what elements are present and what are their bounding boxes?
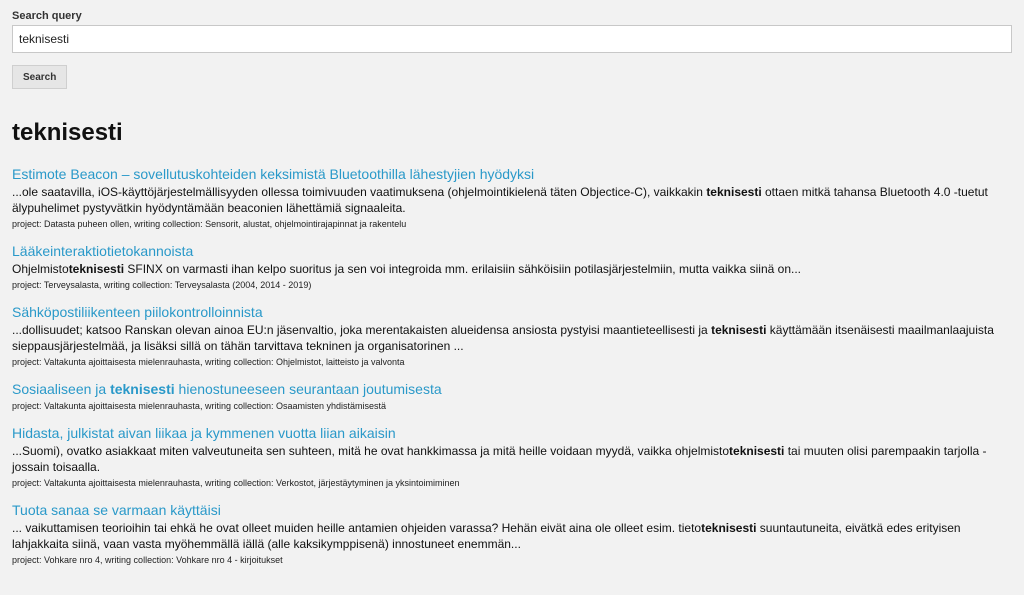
- result-title-text: Sähköpostiliikenteen piilokontrolloinnista: [12, 304, 263, 320]
- search-button[interactable]: Search: [12, 65, 67, 89]
- result-item: [12, 501, 1012, 567]
- result-snippet-text: käyttämään itsenäisesti maailmanlaajuista sieppausjärjestelmää, ja lisäksi sillä on tähän tarvittava tekninen ja organisatorinen ...: [12, 323, 994, 353]
- result-item: [12, 242, 1012, 292]
- result-title-text: Hidasta, julkistat aivan liikaa ja kymmenen vuotta liian aikaisin: [12, 425, 396, 441]
- result-title-link[interactable]: [12, 303, 1012, 321]
- result-title-text: Sosiaaliseen ja: [12, 381, 111, 397]
- result-item: [12, 424, 1012, 490]
- result-title-text: hienostuneeseen seurantaan joutumisesta: [174, 381, 442, 397]
- result-meta: project: Vohkare nro 4, writing collection: Vohkare nro 4 - kirjoitukset: [12, 555, 283, 565]
- result-title-link[interactable]: [12, 380, 1012, 398]
- result-snippet-text: SFINX on varmasti ihan kelpo suoritus ja sen voi integroida mm. erilaisiin sähköisiin potilasjärjestelmiin, mutta vaikka siinä on...: [124, 262, 802, 276]
- result-meta: project: Valtakunta ajoittaisesta mielenrauhasta, writing collection: Ohjelmistot, laitteisto ja valvonta: [12, 357, 405, 367]
- result-snippet-text: tai muuten olisi parempaakin tarjolla - jossain toisaalla.: [12, 444, 987, 474]
- result-title-link[interactable]: [12, 424, 1012, 442]
- result-snippet: [12, 322, 1012, 354]
- search-input[interactable]: [12, 25, 1012, 53]
- result-snippet-highlight: teknisesti: [711, 323, 767, 337]
- result-snippet: [12, 520, 1012, 552]
- result-snippet-highlight: teknisesti: [706, 185, 762, 199]
- result-snippet-text: suuntautuneita, eivätkä edes erityisen lahjakkaita siinä, vaan vasta myöhemmällä iällä (alle kaksikymppisenä) innostuneet enemmän...: [12, 521, 961, 551]
- page-title: teknisesti: [12, 119, 123, 146]
- result-title-text: Tuota sanaa se varmaan käyttäisi: [12, 502, 221, 518]
- result-snippet: [12, 261, 1012, 277]
- results-list: [12, 165, 1012, 567]
- result-snippet: [12, 184, 1012, 216]
- result-snippet: [12, 443, 1012, 475]
- result-snippet-text: Ohjelmisto: [12, 262, 69, 276]
- result-meta: project: Datasta puheen ollen, writing collection: Sensorit, alustat, ohjelmointirajapinnat ja rakentelu: [12, 219, 407, 229]
- result-snippet-text: ...dollisuudet; katsoo Ranskan olevan ainoa EU:n jäsenvaltio, joka merentakaisten alueidensa ansiosta pystyisi maantieteellisesti ja: [12, 323, 712, 337]
- result-title-link[interactable]: [12, 242, 1012, 260]
- search-form: [12, 10, 1012, 89]
- search-label: Search query: [12, 10, 82, 22]
- result-title-link[interactable]: [12, 165, 1012, 183]
- result-snippet-text: ...Suomi), ovatko asiakkaat miten valveutuneita sen suhteen, mitä he ovat hankkimassa ja mitä heille voidaan myydä, vaikka ohjelmisto: [12, 444, 730, 458]
- result-title-text: Lääkeinteraktiotietokannoista: [12, 243, 194, 259]
- result-snippet-highlight: teknisesti: [701, 521, 757, 535]
- result-meta: project: Valtakunta ajoittaisesta mielenrauhasta, writing collection: Verkostot, järjestäytyminen ja yksintoimiminen: [12, 478, 460, 488]
- result-title-highlight: teknisesti: [110, 381, 175, 397]
- result-snippet-text: ...ole saatavilla, iOS-käyttöjärjestelmällisyyden ollessa toimivuuden vaatimuksena (ohjelmointikielenä täten Objectice-C), vaikkakin: [12, 185, 707, 199]
- result-meta: project: Terveysalasta, writing collection: Terveysalasta (2004, 2014 - 2019): [12, 280, 312, 290]
- result-item: [12, 303, 1012, 369]
- result-meta: project: Valtakunta ajoittaisesta mielenrauhasta, writing collection: Osaamisten yhdistämisestä: [12, 401, 387, 411]
- result-item: [12, 380, 1012, 413]
- result-snippet-text: ottaen mitkä tahansa Bluetooth 4.0 -tuetut älypuhelimet pystyvätkin hyödyntämään beaconien lähettämiä signaaleita.: [12, 185, 988, 215]
- result-title-link[interactable]: [12, 501, 1012, 519]
- result-snippet-text: ... vaikuttamisen teorioihin tai ehkä he ovat olleet muiden heille antamien ohjeiden varassa? Hehän eivät aina ole olleet esim. tieto: [12, 521, 702, 535]
- result-item: [12, 165, 1012, 231]
- result-snippet-highlight: teknisesti: [68, 262, 125, 276]
- result-title-text: Estimote Beacon – sovellutuskohteiden keksimistä Bluetoothilla lähestyjien hyödyksi: [12, 166, 535, 182]
- result-snippet-highlight: teknisesti: [729, 444, 785, 458]
